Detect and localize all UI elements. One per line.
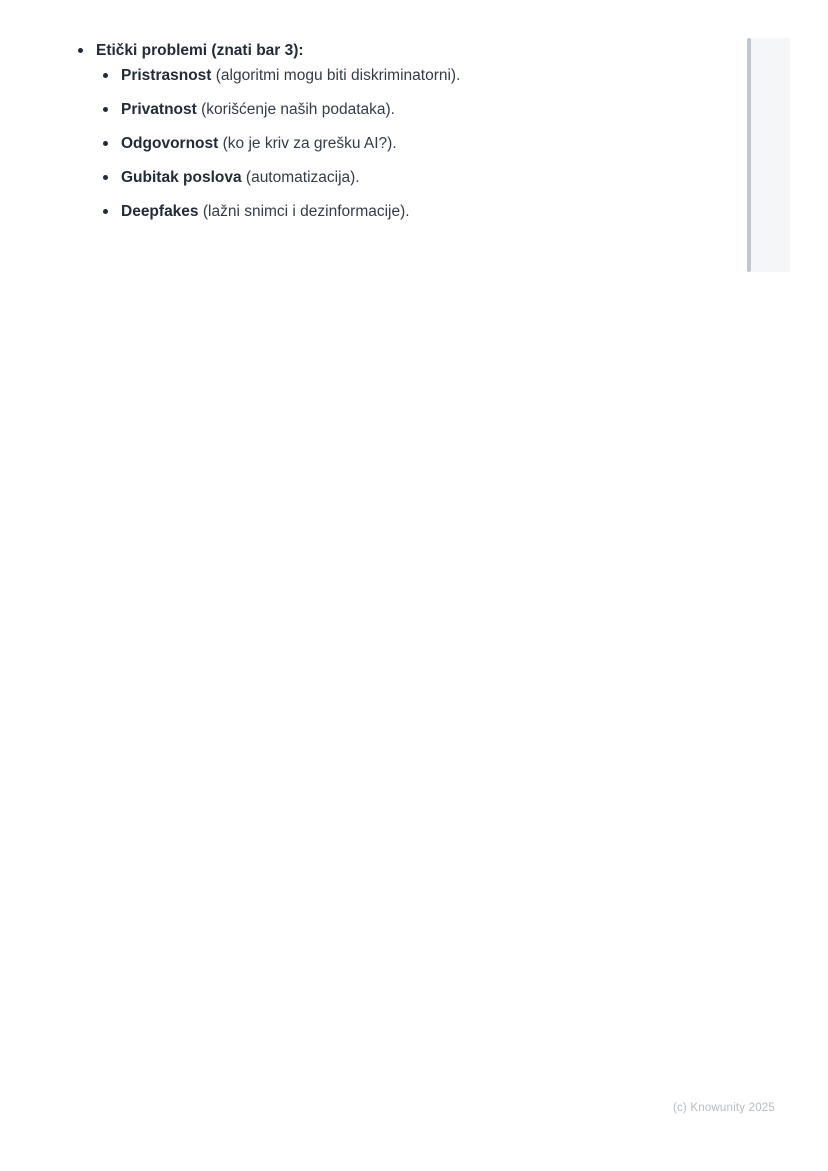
copyright-notice: (c) Knowunity 2025 (672, 1102, 775, 1114)
list-item-term: Pristrasnost (121, 67, 212, 84)
list-item-description: (ko je kriv za grešku AI?). (222, 135, 397, 152)
list-item (103, 135, 460, 152)
list-title-item (78, 42, 460, 59)
list-item-term: Deepfakes (121, 203, 199, 220)
list-item-term: Privatnost (121, 101, 197, 118)
list-item-description: (korišćenje naših podataka). (201, 101, 395, 118)
list-item-description: (algoritmi mogu biti diskriminatorni). (215, 67, 461, 84)
list-item-term: Gubitak poslova (121, 169, 242, 186)
list-item-description: (automatizacija). (245, 169, 360, 186)
list-item-text (121, 135, 397, 152)
ethics-problems-list (78, 42, 460, 237)
bullet-icon (78, 48, 96, 53)
list-item (103, 203, 460, 220)
list-item-text (121, 169, 360, 186)
list-item-term: Odgovornost (121, 135, 219, 152)
list-item-text (121, 101, 395, 118)
scrollbar-thumb[interactable] (747, 38, 751, 272)
bullet-icon (103, 73, 121, 78)
bullet-icon (103, 209, 121, 214)
sub-list (103, 67, 460, 220)
bullet-icon (103, 175, 121, 180)
list-item (103, 101, 460, 118)
list-item-text (121, 67, 460, 84)
list-item (103, 67, 460, 84)
bullet-icon (103, 141, 121, 146)
scrollbar-track[interactable] (751, 38, 790, 272)
bullet-icon (103, 107, 121, 112)
list-item-description: (lažni snimci i dezinformacije). (202, 203, 410, 220)
list-title: Etički problemi (znati bar 3): (96, 42, 304, 59)
list-item (103, 169, 460, 186)
list-item-text (121, 203, 410, 220)
